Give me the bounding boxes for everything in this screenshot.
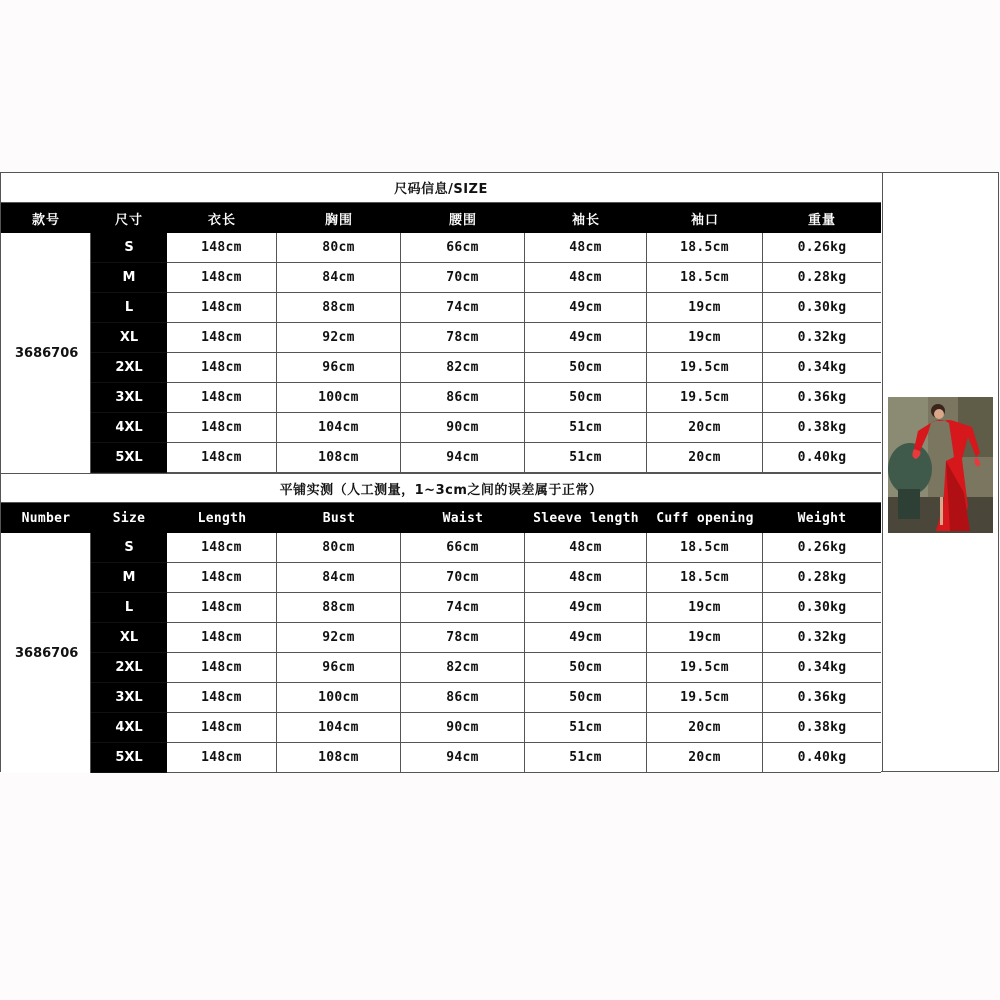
cell-cuff: 18.5cm <box>647 533 763 563</box>
cell-sleeve: 50cm <box>525 683 647 713</box>
cell-length: 148cm <box>167 623 277 653</box>
size-label: M <box>91 263 167 293</box>
dress-model-image <box>888 397 993 533</box>
cell-length: 148cm <box>167 533 277 563</box>
size-label: 5XL <box>91 443 167 473</box>
cell-weight: 0.32kg <box>763 623 881 653</box>
size-label: S <box>91 533 167 563</box>
header-bust-en: Bust <box>277 503 401 533</box>
cell-cuff: 20cm <box>647 743 763 773</box>
cell-length: 148cm <box>167 593 277 623</box>
product-photo <box>888 397 993 533</box>
cell-bust: 84cm <box>277 563 401 593</box>
cell-length: 148cm <box>167 353 277 383</box>
cell-sleeve: 48cm <box>525 563 647 593</box>
cell-waist: 70cm <box>401 263 525 293</box>
cell-bust: 80cm <box>277 233 401 263</box>
cell-bust: 108cm <box>277 743 401 773</box>
cell-sleeve: 49cm <box>525 593 647 623</box>
header-sleeve-en: Sleeve length <box>525 503 647 533</box>
header-bust: 胸围 <box>277 203 401 233</box>
cell-bust: 108cm <box>277 443 401 473</box>
cell-waist: 70cm <box>401 563 525 593</box>
cell-cuff: 19cm <box>647 593 763 623</box>
cell-weight: 0.34kg <box>763 353 881 383</box>
cell-length: 148cm <box>167 293 277 323</box>
cell-weight: 0.28kg <box>763 263 881 293</box>
cell-cuff: 19.5cm <box>647 353 763 383</box>
cell-bust: 92cm <box>277 623 401 653</box>
cell-weight: 0.26kg <box>763 233 881 263</box>
cell-cuff: 20cm <box>647 443 763 473</box>
size-label: 4XL <box>91 713 167 743</box>
cell-length: 148cm <box>167 383 277 413</box>
cell-sleeve: 49cm <box>525 623 647 653</box>
cell-weight: 0.38kg <box>763 713 881 743</box>
cell-weight: 0.36kg <box>763 683 881 713</box>
cell-waist: 66cm <box>401 533 525 563</box>
size-label: 4XL <box>91 413 167 443</box>
header-size: 尺寸 <box>91 203 167 233</box>
cell-waist: 82cm <box>401 653 525 683</box>
size-label: 3XL <box>91 383 167 413</box>
cell-waist: 66cm <box>401 233 525 263</box>
cell-waist: 86cm <box>401 383 525 413</box>
size-label: 2XL <box>91 653 167 683</box>
cell-waist: 74cm <box>401 593 525 623</box>
cell-bust: 104cm <box>277 713 401 743</box>
cell-cuff: 19cm <box>647 293 763 323</box>
cell-sleeve: 50cm <box>525 353 647 383</box>
cell-weight: 0.30kg <box>763 593 881 623</box>
cell-waist: 94cm <box>401 443 525 473</box>
cell-bust: 80cm <box>277 533 401 563</box>
size-label: 5XL <box>91 743 167 773</box>
header-cuff-en: Cuff opening <box>647 503 763 533</box>
cell-weight: 0.40kg <box>763 443 881 473</box>
cell-cuff: 19cm <box>647 623 763 653</box>
cell-length: 148cm <box>167 413 277 443</box>
size-label: M <box>91 563 167 593</box>
cell-bust: 96cm <box>277 353 401 383</box>
cell-sleeve: 50cm <box>525 383 647 413</box>
cell-bust: 96cm <box>277 653 401 683</box>
cell-cuff: 18.5cm <box>647 263 763 293</box>
header-length: 衣长 <box>167 203 277 233</box>
size-table-title: 尺码信息/SIZE <box>1 173 881 203</box>
cell-length: 148cm <box>167 263 277 293</box>
cell-waist: 86cm <box>401 683 525 713</box>
cell-length: 148cm <box>167 743 277 773</box>
style-number-2: 3686706 <box>1 533 91 773</box>
cell-sleeve: 51cm <box>525 713 647 743</box>
cell-cuff: 19.5cm <box>647 653 763 683</box>
cell-cuff: 19.5cm <box>647 383 763 413</box>
cell-sleeve: 51cm <box>525 413 647 443</box>
header-cuff: 袖口 <box>647 203 763 233</box>
cell-sleeve: 49cm <box>525 323 647 353</box>
cell-weight: 0.38kg <box>763 413 881 443</box>
cell-weight: 0.36kg <box>763 383 881 413</box>
cell-cuff: 20cm <box>647 713 763 743</box>
cell-length: 148cm <box>167 323 277 353</box>
style-number: 3686706 <box>1 233 91 473</box>
header-number: Number <box>1 503 91 533</box>
size-label: L <box>91 293 167 323</box>
cell-cuff: 18.5cm <box>647 563 763 593</box>
header-waist-en: Waist <box>401 503 525 533</box>
cell-length: 148cm <box>167 683 277 713</box>
cell-weight: 0.28kg <box>763 563 881 593</box>
cell-length: 148cm <box>167 443 277 473</box>
cell-weight: 0.40kg <box>763 743 881 773</box>
cell-sleeve: 51cm <box>525 443 647 473</box>
header-weight: 重量 <box>763 203 881 233</box>
cell-waist: 82cm <box>401 353 525 383</box>
cell-waist: 94cm <box>401 743 525 773</box>
cell-bust: 100cm <box>277 683 401 713</box>
cell-waist: 90cm <box>401 713 525 743</box>
header-sleeve: 袖长 <box>525 203 647 233</box>
cell-weight: 0.34kg <box>763 653 881 683</box>
cell-sleeve: 48cm <box>525 533 647 563</box>
cell-bust: 104cm <box>277 413 401 443</box>
cell-sleeve: 48cm <box>525 233 647 263</box>
cell-cuff: 19.5cm <box>647 683 763 713</box>
cell-weight: 0.30kg <box>763 293 881 323</box>
cell-length: 148cm <box>167 563 277 593</box>
cell-bust: 88cm <box>277 293 401 323</box>
cell-sleeve: 49cm <box>525 293 647 323</box>
cell-waist: 90cm <box>401 413 525 443</box>
size-label: S <box>91 233 167 263</box>
header-style-no: 款号 <box>1 203 91 233</box>
header-size-en: Size <box>91 503 167 533</box>
size-chart-grid <box>1 173 883 771</box>
cell-bust: 84cm <box>277 263 401 293</box>
size-label: XL <box>91 323 167 353</box>
cell-sleeve: 50cm <box>525 653 647 683</box>
cell-waist: 74cm <box>401 293 525 323</box>
cell-bust: 100cm <box>277 383 401 413</box>
cell-length: 148cm <box>167 233 277 263</box>
size-label: 3XL <box>91 683 167 713</box>
cell-cuff: 19cm <box>647 323 763 353</box>
cell-waist: 78cm <box>401 323 525 353</box>
cell-bust: 88cm <box>277 593 401 623</box>
size-label: 2XL <box>91 353 167 383</box>
cell-length: 148cm <box>167 653 277 683</box>
cell-sleeve: 48cm <box>525 263 647 293</box>
cell-cuff: 18.5cm <box>647 233 763 263</box>
cell-waist: 78cm <box>401 623 525 653</box>
cell-bust: 92cm <box>277 323 401 353</box>
size-chart-sheet <box>0 172 999 772</box>
size-label: L <box>91 593 167 623</box>
measure-table-title: 平铺实测（人工测量，1~3cm之间的误差属于正常） <box>1 473 881 503</box>
cell-cuff: 20cm <box>647 413 763 443</box>
cell-weight: 0.26kg <box>763 533 881 563</box>
header-length-en: Length <box>167 503 277 533</box>
cell-weight: 0.32kg <box>763 323 881 353</box>
header-waist: 腰围 <box>401 203 525 233</box>
header-weight-en: Weight <box>763 503 881 533</box>
cell-sleeve: 51cm <box>525 743 647 773</box>
cell-length: 148cm <box>167 713 277 743</box>
size-label: XL <box>91 623 167 653</box>
